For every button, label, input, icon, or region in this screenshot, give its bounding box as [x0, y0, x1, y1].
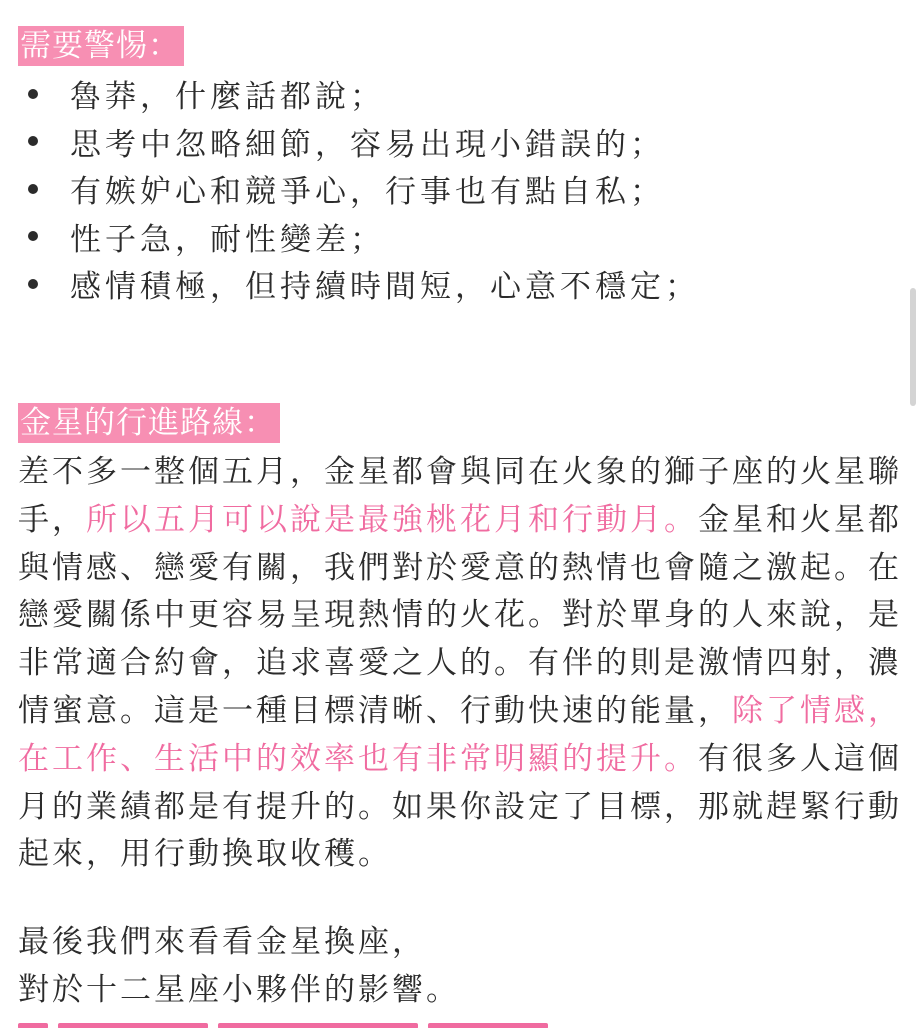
list-item-text: 有嫉妒心和競爭心，行事也有點自私；: [70, 174, 665, 211]
paragraph-text: 有很多人這個月的業績都是有提升的。如果你設定了目標，那就趕緊行動起來，用行動換取收穫。: [18, 740, 902, 873]
warning-list: [18, 70, 898, 308]
scrollbar[interactable]: [910, 288, 916, 406]
bullet-icon: [28, 89, 38, 99]
bullet-icon: [28, 231, 38, 241]
bullet-icon: [28, 136, 38, 146]
venus-route-paragraph: [18, 449, 903, 879]
list-item: [18, 118, 898, 166]
warning-section: [18, 26, 898, 308]
paragraph-text: 差不多一整個五月，金星都會與同在火象的獅子座的火星聯手，: [18, 454, 902, 538]
list-item: [18, 70, 898, 118]
highlighted-text: 所以五月可以說是最強桃花月和行動月。: [86, 501, 698, 538]
list-item: [18, 165, 898, 213]
list-item-text: 感情積極，但持續時間短，心意不穩定；: [70, 269, 700, 306]
cutoff-next-line: [18, 1014, 578, 1028]
list-item-text: 性子急，耐性變差；: [70, 221, 385, 258]
closing-line: 最後我們來看看金星換座，: [18, 924, 426, 960]
closing-line: 對於十二星座小夥伴的影響。: [18, 972, 460, 1008]
closing-text: [18, 918, 898, 1014]
list-item: [18, 260, 898, 308]
highlighted-text: 除了情感，在工作、生活中的效率也有非常明顯的提升。: [18, 692, 902, 777]
venus-route-heading: 金星的行進路線：: [18, 403, 280, 443]
paragraph-text: 金星和火星都與情感、戀愛有關，我們對於愛意的熱情也會隨之激起。在戀愛關係中更容易呈現熱情的火花。對於單身的人來說，是非常適合約會，追求喜愛之人的。有伴的則是激情四射，濃情蜜意。這是一種目標清晰、行動快速的能量，: [18, 501, 902, 729]
bullet-icon: [28, 184, 38, 194]
venus-route-section: [18, 403, 903, 879]
warning-heading: 需要警惕：: [18, 26, 184, 66]
list-item-text: 思考中忽略細節，容易出現小錯誤的；: [70, 126, 665, 163]
bullet-icon: [28, 279, 38, 289]
list-item: [18, 213, 898, 261]
list-item-text: 魯莽，什麼話都說；: [70, 79, 385, 116]
